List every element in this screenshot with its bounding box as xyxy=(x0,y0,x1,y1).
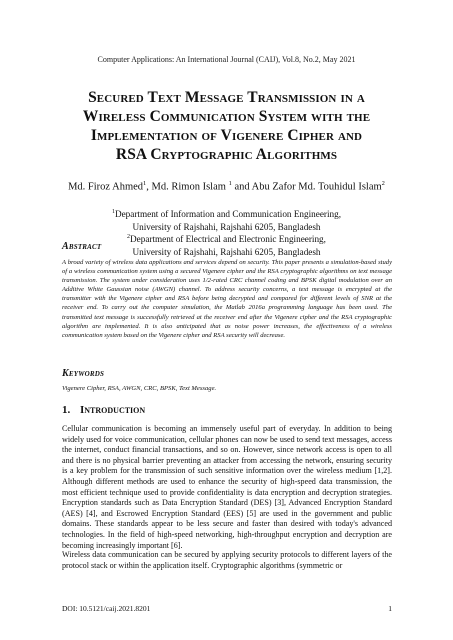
affiliation-mark: 2 xyxy=(127,234,131,240)
affiliation-mark: 1 xyxy=(111,209,115,215)
author-name: Abu Zafor Md. Touhidul Islam xyxy=(251,181,382,193)
abstract-heading: Abstract xyxy=(62,241,102,252)
keywords-body: Vigenere Cipher, RSA, AWGN, CRC, BPSK, Text Message. xyxy=(62,385,217,392)
author-name: Md. Rimon Islam xyxy=(151,181,229,193)
affiliation-mark: 1 xyxy=(143,180,147,187)
affiliation-line: University of Rajshahi, Rajshahi 6205, Bangladesh xyxy=(132,246,321,257)
title-line: RSA Cryptographic Algorithms xyxy=(115,146,338,163)
affiliation-1 xyxy=(0,206,453,233)
affiliation-mark: 2 xyxy=(381,180,385,187)
page-number: 1 xyxy=(388,604,392,613)
keywords-heading: Keywords xyxy=(62,368,105,379)
author-name: Md. Firoz Ahmed xyxy=(68,181,144,193)
intro-paragraph-1: Cellular communication is becoming an immensely useful part of everyday. In addition to being widely used for voice communication, cellular phones can now be used to send text messages, access the internet, conduct financial transactions, and so on. However, since network access is open to all and there is no physical barrier preventing an attacker from accessing the network, ensuring security is a key problem for the transmission of such sensitive information over the wireless medium [1,2]. Although different methods are used to enhance the security of high-speed data transmission, the most efficient technique used to provide confidentiality is data encryption and decryption strategies. Encryption standards such as Data Encryption Standard (DES) [3], Advanced Encryption Standard (AES) [4], and Escrowed Encryption Standard (EES) [5] are used in the government and public domains. These standards appear to be less secure and faster than desired with today's advanced technologies. In the field of high-speed networking, high-throughput encryption and decryption are becoming increasingly important [6]. xyxy=(62,424,392,550)
affiliation-line: Department of Information and Communication Engineering, xyxy=(114,209,342,220)
section-number: 1. xyxy=(62,404,71,416)
intro-paragraph-2: Wireless data communication can be secured by applying security protocols to different layers of the protocol stack or within the application itself. Cryptographic algorithms (symmetric or xyxy=(62,550,392,570)
section-title: Introduction xyxy=(80,404,146,416)
author-list xyxy=(0,180,453,193)
title-line: Implementation of Vigenere Cipher and xyxy=(90,127,363,144)
author-separator: and xyxy=(231,181,252,193)
affiliation-line: Department of Electrical and Electronic Engineering, xyxy=(130,234,326,245)
paper-title xyxy=(40,88,413,164)
author-separator: , xyxy=(146,181,152,193)
title-line: Wireless Communication System with the xyxy=(82,108,371,125)
abstract-body: A broad variety of wireless data applications and services depend on security. This paper presents a simulation-based study of a wireless communication system using a secured Vigenere cipher and the RSA cryptographic algorithms on text message transmission. The system under consideration uses 1/2-rated CRC channel coding and BPSK digital modulation over an Additive White Gaussian noise (AWGN) channel. To address security concerns, a text message is encrypted at the transmitter with the Vigenere cipher and RSA before being decrypted and compared for different levels of SNR at the receiver end. To carry out the computer simulation, the Matlab 2016a programming language has been used. The transmitted text message is successfully retrieved at the receiver end after the Vigenere cipher and the RSA cryptographic algorithm are implemented. It is also anticipated that as noise power increases, the effectiveness of a wireless communication system based on the Vigenere cipher and RSA security will decrease. xyxy=(62,259,392,339)
affiliation-mark: 1 xyxy=(228,180,232,187)
title-line: Secured Text Message Transmission in a xyxy=(88,89,365,106)
running-head: Computer Applications: An International Journal (CAIJ), Vol.8, No.2, May 2021 xyxy=(97,55,356,64)
footer-doi: DOI: 10.5121/caij.2021.8201 xyxy=(62,604,151,613)
affiliation-line: University of Rajshahi, Rajshahi 6205, Bangladesh xyxy=(132,221,321,232)
introduction-heading xyxy=(62,404,145,416)
